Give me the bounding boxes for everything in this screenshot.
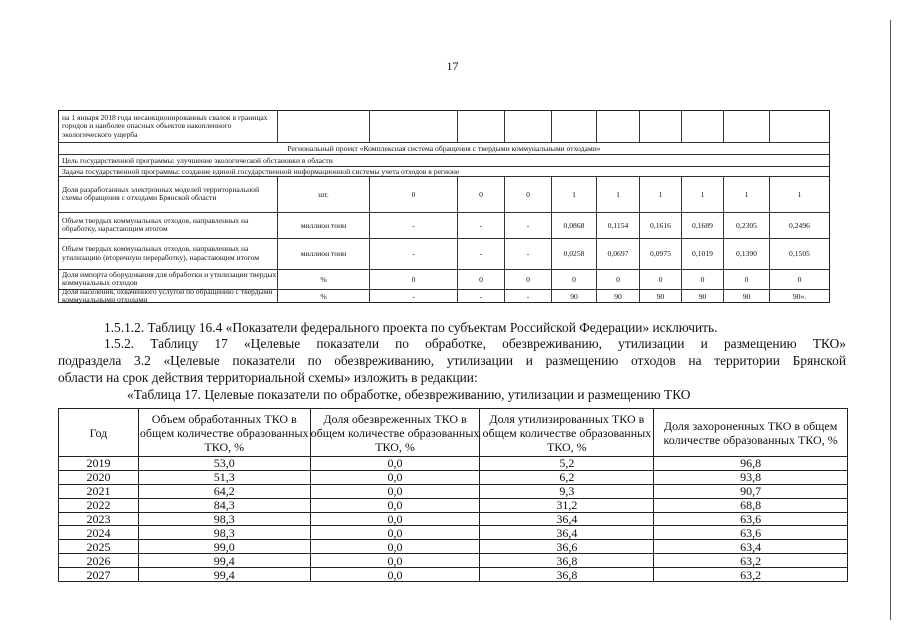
cell-processed: 84,3 [138, 498, 310, 512]
cell-neutralized: 0,0 [310, 526, 480, 540]
row-value: 1 [769, 176, 829, 212]
table-row [59, 484, 848, 498]
row-value: 90 [596, 289, 639, 303]
row-value: 90». [769, 289, 829, 303]
row-value: 0 [369, 176, 457, 212]
top-table-row [59, 212, 829, 238]
row-value: 1 [551, 176, 596, 212]
cell-processed: 98,3 [138, 512, 310, 526]
row-label: Доля населения, охваченного услугой по обращению с твердыми коммунальными отходами [62, 286, 273, 304]
row-value: 1 [681, 176, 723, 212]
row-value: - [504, 212, 551, 238]
row-value: - [457, 289, 504, 303]
row-label: Доля импорта оборудования для обработки и утилизации твердых коммунальных отходов [62, 269, 277, 287]
empty-cell [596, 111, 639, 142]
cell-processed: 98,3 [138, 526, 310, 540]
target-indicators-table [58, 408, 848, 582]
row-unit: шт. [277, 176, 369, 212]
empty-cell [551, 111, 596, 142]
row-value: - [369, 238, 457, 269]
empty-cell [681, 111, 723, 142]
row-value: 1 [723, 176, 769, 212]
cell-neutralized: 0,0 [310, 568, 480, 582]
cell-neutralized: 0,0 [310, 512, 480, 526]
row-value: 0 [457, 269, 504, 289]
header-processed: Объем обработанных ТКО в общем количестве образованных ТКО, % [138, 409, 310, 457]
row-value: 0 [769, 269, 829, 289]
cell-processed: 64,2 [138, 484, 310, 498]
cell-buried: 90,7 [654, 484, 848, 498]
header-buried: Доля захороненных ТКО в общем количестве образованных ТКО, % [654, 409, 848, 457]
paragraph-2b: подраздела 3.2 «Целевые показатели по обезвреживанию, утилизации и размещению отходов на территории Брянской [58, 353, 846, 368]
row-value: 1 [596, 176, 639, 212]
row-value: 0,1019 [681, 238, 723, 269]
row-label: Объем твердых коммунальных отходов, направленных на обработку, нарастающим итогом [62, 215, 249, 233]
cell-utilized: 9,3 [480, 484, 654, 498]
row-value: 0,1689 [681, 212, 723, 238]
row-unit: % [277, 289, 369, 303]
row-unit: % [277, 269, 369, 289]
row-value: 90 [681, 289, 723, 303]
paragraph-1: 1.5.1.2. Таблицу 16.4 «Показатели федерального проекта по субъектам Российской Федерации» исключить. [104, 320, 718, 335]
cell-neutralized: 0,0 [310, 498, 480, 512]
cell-utilized: 36,8 [480, 568, 654, 582]
row-value: 0 [457, 176, 504, 212]
cell-processed: 99,4 [138, 554, 310, 568]
row-value: 0,0975 [639, 238, 681, 269]
row-value: - [504, 238, 551, 269]
cell-buried: 63,6 [654, 526, 848, 540]
row-value: 0,1616 [639, 212, 681, 238]
header-neutralized: Доля обезвреженных ТКО в общем количестве образованных ТКО, % [310, 409, 480, 457]
cell-neutralized: 0,0 [310, 484, 480, 498]
cell-buried: 63,4 [654, 540, 848, 554]
header-utilized: Доля утилизированных ТКО в общем количестве образованных ТКО, % [480, 409, 654, 457]
cell-processed: 53,0 [138, 457, 310, 471]
row-value: 90 [639, 289, 681, 303]
table-row [59, 457, 848, 471]
cell-year: 2027 [59, 568, 139, 582]
row-value: 0,0868 [551, 212, 596, 238]
cell-neutralized: 0,0 [310, 554, 480, 568]
top-table-row [59, 269, 829, 289]
page-edge-line [890, 20, 891, 620]
cell-utilized: 36,6 [480, 540, 654, 554]
cell-year: 2026 [59, 554, 139, 568]
header-year: Год [59, 409, 139, 457]
paragraph-2c: области на срок действия территориальной схемы» изложить в редакции: [58, 370, 478, 385]
table-row [59, 512, 848, 526]
cell-year: 2025 [59, 540, 139, 554]
cell-buried: 63,2 [654, 568, 848, 582]
row-value: 0 [681, 269, 723, 289]
row-value: 0,0697 [596, 238, 639, 269]
cell-utilized: 5,2 [480, 457, 654, 471]
top-table-row [59, 176, 829, 212]
cell-processed: 51,3 [138, 470, 310, 484]
table-header-row [59, 409, 848, 457]
row-value: 0 [551, 269, 596, 289]
cell-year: 2019 [59, 457, 139, 471]
cell-neutralized: 0,0 [310, 470, 480, 484]
row-value: - [369, 289, 457, 303]
cell-year: 2022 [59, 498, 139, 512]
empty-cell [504, 111, 551, 142]
program-task: Задача государственной программы: создание единой государственной информационной системы учета отходов в регионе [62, 167, 460, 176]
empty-cell [369, 111, 457, 142]
row-value: 0 [596, 269, 639, 289]
row-value: 0,1390 [723, 238, 769, 269]
table-caption: «Таблица 17. Целевые показатели по обработке, обезвреживанию, утилизации и размещению ТКО [127, 387, 691, 402]
cell-year: 2023 [59, 512, 139, 526]
cell-processed: 99,4 [138, 568, 310, 582]
page-number: 17 [446, 59, 459, 73]
cell-buried: 63,6 [654, 512, 848, 526]
row-value: 0 [369, 269, 457, 289]
table-row [59, 568, 848, 582]
cell-neutralized: 0,0 [310, 457, 480, 471]
cell-year: 2021 [59, 484, 139, 498]
row-value: - [457, 212, 504, 238]
empty-cell [723, 111, 769, 142]
top-table-row [59, 286, 829, 304]
cell-buried: 96,8 [654, 457, 848, 471]
cell-year: 2024 [59, 526, 139, 540]
cell-utilized: 36,4 [480, 512, 654, 526]
cell-buried: 93,8 [654, 470, 848, 484]
cell-buried: 63,2 [654, 554, 848, 568]
row-value: - [504, 289, 551, 303]
row-label: Объем твердых коммунальных отходов, направленных на утилизацию (вторичную переработку), нарастающим итогом [62, 244, 260, 262]
cell-neutralized: 0,0 [310, 540, 480, 554]
row-value: 90 [723, 289, 769, 303]
row-value: 0,1154 [596, 212, 639, 238]
table-row [59, 470, 848, 484]
top-table-row [59, 238, 829, 269]
row-value: 0 [723, 269, 769, 289]
row-value: - [457, 238, 504, 269]
empty-cell [639, 111, 681, 142]
empty-cell [457, 111, 504, 142]
row-value: 90 [551, 289, 596, 303]
row-label: Доля разработанных электронных моделей территориальной схемы обращения с отходами Брянской области [62, 184, 260, 202]
top-table [58, 110, 830, 303]
row-value: 0 [639, 269, 681, 289]
cell-utilized: 6,2 [480, 470, 654, 484]
row-value: 0,0258 [551, 238, 596, 269]
table-row [59, 526, 848, 540]
empty-cell [277, 111, 369, 142]
row-value: 0,2305 [723, 212, 769, 238]
cell-utilized: 31,2 [480, 498, 654, 512]
table-row [59, 540, 848, 554]
cell-utilized: 36,8 [480, 554, 654, 568]
cell-processed: 99,0 [138, 540, 310, 554]
top-table-row-first [59, 111, 829, 142]
row-unit: миллион тонн [277, 212, 369, 238]
table-row [59, 554, 848, 568]
cell-buried: 68,8 [654, 498, 848, 512]
empty-cell [769, 111, 829, 142]
program-goal: Цель государственной программы: улучшение экологической обстановки в области [62, 156, 333, 165]
row-value: 1 [639, 176, 681, 212]
row-value: 0 [504, 269, 551, 289]
row-value: 0,1505 [769, 238, 829, 269]
row-value: 0 [504, 176, 551, 212]
row-unit: миллион тонн [277, 238, 369, 269]
row-label: на 1 января 2018 года несанкционированных свалок в границах городов и наиболее опасных объектов накопленного экологического ущерба [62, 112, 268, 139]
cell-year: 2020 [59, 470, 139, 484]
project-title: Региональный проект «Комплексная система обращения с твердыми коммунальными отходами» [287, 144, 601, 153]
paragraph-2a: 1.5.2. Таблицу 17 «Целевые показатели по обработке, обезвреживанию, утилизации и размещению ТКО» [104, 336, 846, 351]
cell-utilized: 36,4 [480, 526, 654, 540]
table-row [59, 498, 848, 512]
row-value: - [369, 212, 457, 238]
row-value: 0,2496 [769, 212, 829, 238]
